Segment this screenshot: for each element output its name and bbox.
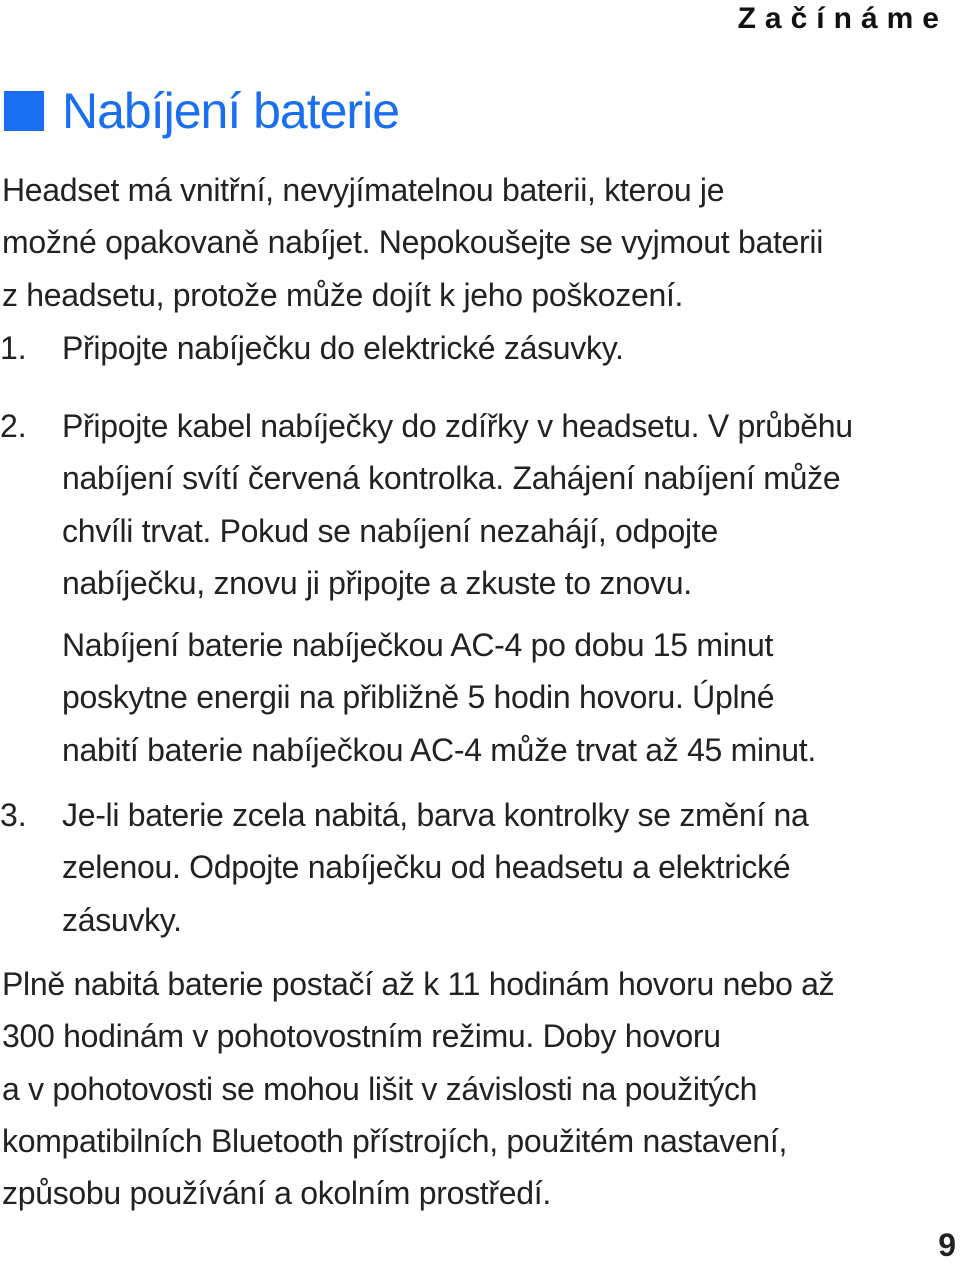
text-line: Headset má vnitřní, nevyjímatelnou baterii, kterou je [2, 172, 725, 208]
text-line: Plně nabitá baterie postačí až k 11 hodinám hovoru nebo až [2, 966, 835, 1002]
text-line: nabití baterie nabíječkou AC-4 může trvat až 45 minut. [62, 731, 816, 768]
text-line: kompatibilních Bluetooth přístrojích, použitém nastavení, [2, 1122, 788, 1159]
blue-square-bullet-icon [4, 91, 44, 131]
running-header: Začínáme [737, 2, 948, 35]
text-line: možné opakovaně nabíjet. Nepokoušejte se vyjmout baterii [2, 224, 824, 261]
text-line: zelenou. Odpojte nabíječku od headsetu a elektrické [62, 849, 791, 886]
text-line: zásuvky. [62, 901, 182, 938]
text-line: Je-li baterie zcela nabitá, barva kontrolky se změní na [62, 797, 809, 833]
section-title-text: Nabíjení baterie [62, 83, 400, 139]
step-number: 1. [0, 330, 27, 366]
text-line: Připojte kabel nabíječky do zdířky v headsetu. V průběhu [62, 408, 853, 444]
text-line: nabíjení svítí červená kontrolka. Zahájení nabíjení může [62, 460, 841, 497]
step-number: 2. [0, 408, 27, 444]
step-1 [62, 322, 624, 374]
page-number: 9 [938, 1227, 956, 1263]
text-line: poskytne energii na přibližně 5 hodin hovoru. Úplné [62, 679, 775, 716]
text-line: způsobu používání a okolním prostředí. [2, 1175, 551, 1212]
text-line: 300 hodinám v pohotovostním režimu. Doby hovoru [2, 1018, 721, 1055]
text-line: Nabíjení baterie nabíječkou AC-4 po dobu 15 minut [62, 627, 774, 663]
step-3 [62, 789, 809, 946]
text-line: Připojte nabíječku do elektrické zásuvky. [62, 330, 624, 366]
text-line: chvíli trvat. Pokud se nabíjení nezahájí, odpojte [62, 512, 718, 549]
section-title [4, 82, 399, 140]
step-number: 3. [0, 797, 27, 833]
outro-paragraph [2, 958, 834, 1219]
step-2-note [62, 619, 816, 776]
intro-paragraph [2, 164, 823, 321]
step-2 [62, 400, 853, 609]
text-line: z headsetu, protože může dojít k jeho poškození. [2, 276, 684, 313]
text-line: a v pohotovosti se mohou lišit v závislosti na použitých [2, 1070, 758, 1107]
text-line: nabíječku, znovu ji připojte a zkuste to znovu. [62, 564, 692, 601]
